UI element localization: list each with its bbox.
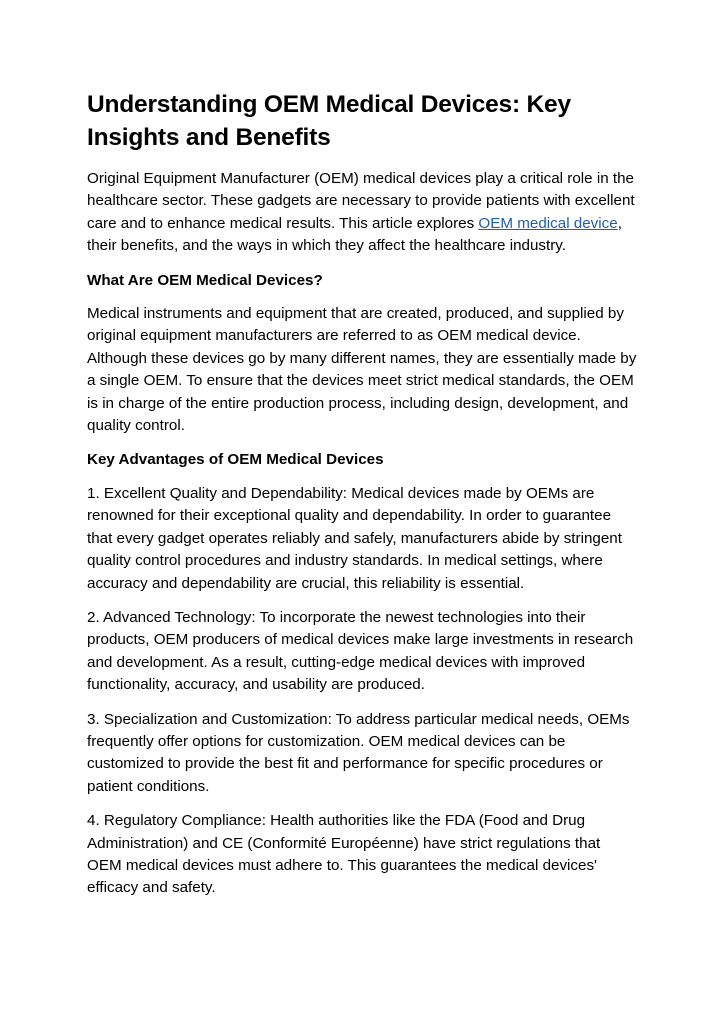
- advantage-item-quality: 1. Excellent Quality and Dependability: Medical devices made by OEMs are renowned for their exceptional quality and dependability. In order to guarantee that every gadget operates reliably and safely, manufacturers abide by stringent quality control procedures and industry standards. In medical settings, where accuracy and dependability are crucial, this reliability is essential.: [87, 484, 622, 592]
- advantage-item-technology: 2. Advanced Technology: To incorporate the newest technologies into their products, OEM producers of medical devices make large investments in research and development. As a result, cutting-edge medical devices with improved functionality, accuracy, and usability are produced.: [87, 608, 634, 694]
- section-body-what-are: Medical instruments and equipment that are created, produced, and supplied by original equipment manufacturers are referred to as OEM medical device. Although these devices go by many different names, they are essentially made by a single OEM. To ensure that the devices meet strict medical standards, the OEM is in charge of the entire production process, including design, development, and quality control.: [87, 305, 637, 435]
- advantage-item-customization: 3. Specialization and Customization: To address particular medical needs, OEMs frequently offer options for customization. OEM medical devices can be customized to provide the best fit and performance for specific procedures or patient conditions.: [87, 710, 630, 795]
- oem-medical-device-link[interactable]: OEM medical device: [478, 214, 618, 232]
- section-heading-key-advantages: Key Advantages of OEM Medical Devices: [87, 451, 384, 469]
- page-title: Understanding OEM Medical Devices: Key Insights and Benefits: [87, 91, 571, 151]
- advantage-item-compliance: 4. Regulatory Compliance: Health authorities like the FDA (Food and Drug Administration) and CE (Conformité Européenne) have strict regulations that OEM medical devices must adhere to. This guarantees the medical devices' efficacy and safety.: [87, 812, 601, 897]
- document-content: [87, 88, 639, 912]
- section-heading-what-are: What Are OEM Medical Devices?: [87, 271, 323, 289]
- intro-paragraph: [87, 168, 639, 258]
- intro-text-before-link: Original Equipment Manufacturer (OEM) medical devices play a critical role in the healthcare sector. These gadgets are necessary to provide patients with excellent care and to enhance medical results. This article explores: [87, 170, 635, 232]
- intro-text-after-link: , their benefits, and the ways in which they affect the healthcare industry.: [87, 214, 622, 255]
